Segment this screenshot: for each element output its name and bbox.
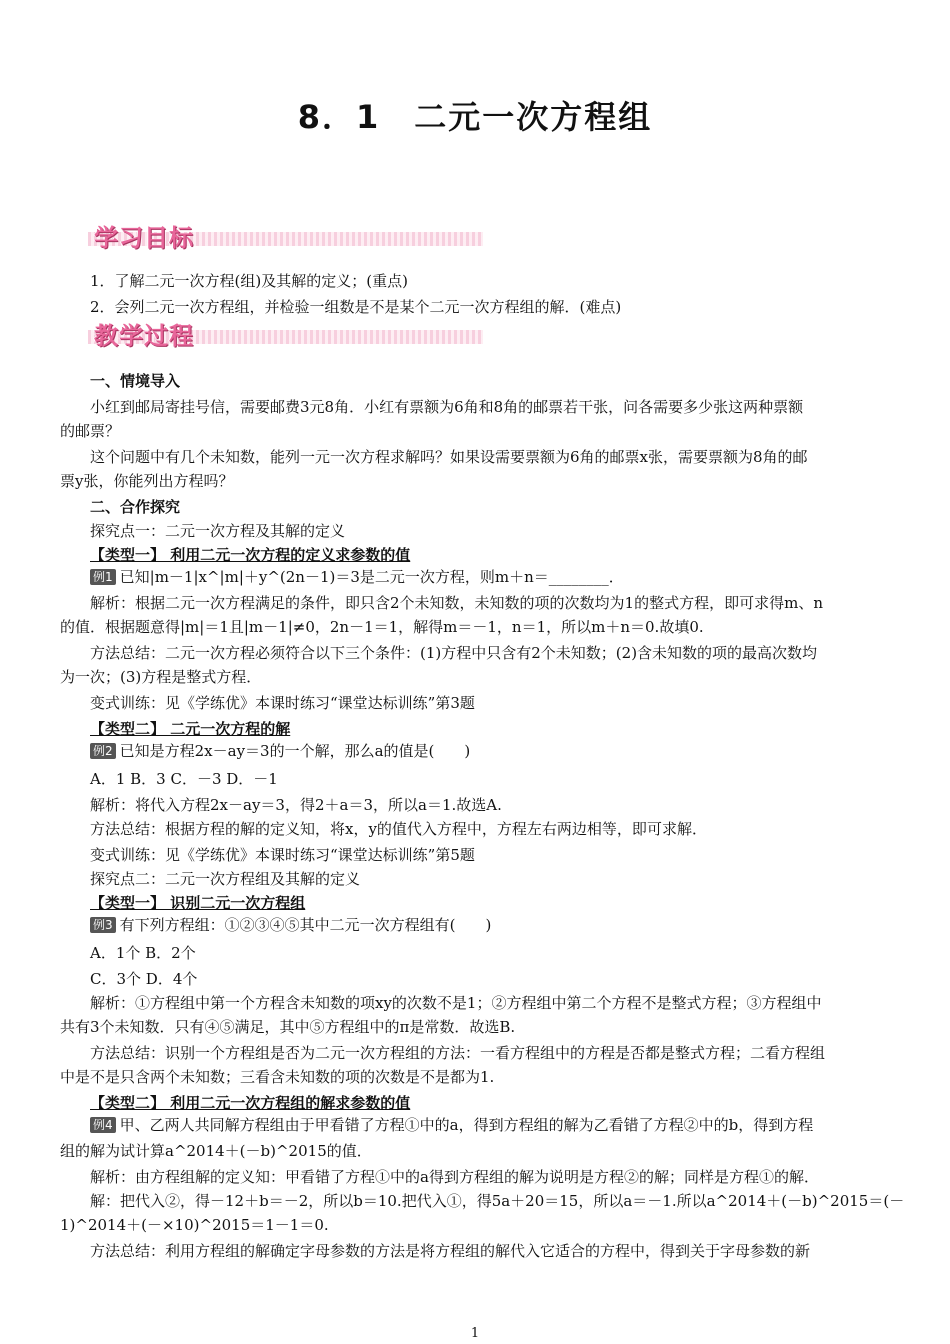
example-line bbox=[60, 1114, 922, 1136]
type-heading: 【类型一】 利用二元一次方程的定义求参数的值 bbox=[90, 546, 411, 564]
example-text: 有下列方程组：①②③④⑤其中二元一次方程组有( ) bbox=[119, 916, 492, 934]
goals-banner bbox=[88, 218, 483, 252]
subsection-heading: 探究点一：二元一次方程及其解的定义 bbox=[90, 522, 346, 540]
example-badge: 例1 bbox=[90, 569, 116, 585]
example-badge: 例4 bbox=[90, 1117, 116, 1133]
options-line: A．1 B．3 C．－3 D．－1 bbox=[90, 770, 278, 788]
solution-line: 1)^2014＋(－×10)^2015＝1－1＝0. bbox=[60, 1216, 329, 1234]
method-summary: 方法总结：利用方程组的解确定字母参数的方法是将方程组的解代入它适合的方程中，得到关于字母参数的新 bbox=[90, 1242, 811, 1260]
method-summary: 为一次；(3)方程是整式方程． bbox=[60, 668, 262, 686]
page-number: 1 bbox=[470, 1326, 480, 1341]
type-heading: 【类型一】 识别二元一次方程组 bbox=[90, 894, 306, 912]
method-summary: 方法总结：识别一个方程组是否为二元一次方程组的方法：一看方程组中的方程是否都是整式方程；二看方程组 bbox=[90, 1044, 826, 1062]
process-banner bbox=[88, 316, 483, 350]
analysis-line: 解析：根据二元一次方程满足的条件，即只含2个未知数，未知数的项的次数均为1的整式方程，即可求得m、n bbox=[90, 594, 823, 612]
type-heading: 【类型二】 二元一次方程的解 bbox=[90, 720, 291, 738]
type-heading: 【类型二】 利用二元一次方程组的解求参数的值 bbox=[90, 1094, 411, 1112]
goal-item: 1．了解二元一次方程(组)及其解的定义；(重点) bbox=[90, 272, 408, 290]
goal-item: 2．会列二元一次方程组，并检验一组数是不是某个二元一次方程组的解．(难点) bbox=[90, 298, 622, 316]
analysis-line: 解析：①方程组中第一个方程含未知数的项xy的次数不是1；②方程组中第二个方程不是整式方程；③方程组中 bbox=[90, 994, 822, 1012]
example-line bbox=[60, 914, 922, 936]
variant-training: 变式训练：见《学练优》本课时练习“课堂达标训练”第5题 bbox=[90, 846, 475, 864]
goals-banner-label: 学习目标 bbox=[94, 224, 194, 252]
paragraph-line: 的邮票？ bbox=[60, 422, 121, 440]
paragraph-line: 小红到邮局寄挂号信，需要邮费3元8角．小红有票额为6角和8角的邮票若干张，问各需要多少张这两种票额 bbox=[90, 398, 804, 416]
method-summary: 方法总结：二元一次方程必须符合以下三个条件：(1)方程中只含有2个未知数；(2)含未知数的项的最高次数均 bbox=[90, 644, 818, 662]
method-summary: 方法总结：根据方程的解的定义知，将x，y的值代入方程中，方程左右两边相等，即可求解． bbox=[90, 820, 707, 838]
analysis-line: 解析：将代入方程2x－ay＝3，得2＋a＝3，所以a＝1.故选A. bbox=[90, 796, 502, 814]
example-line bbox=[60, 740, 922, 762]
example-line: 组的解为试计算a^2014＋(－b)^2015的值． bbox=[60, 1142, 372, 1160]
section-heading: 一、情境导入 bbox=[90, 372, 181, 390]
analysis-line: 解析：由方程组解的定义知：甲看错了方程①中的a得到方程组的解为说明是方程②的解；同样是方程①的解． bbox=[90, 1168, 819, 1186]
analysis-line: 共有3个未知数．只有④⑤满足，其中⑤方程组中的π是常数．故选B. bbox=[60, 1018, 516, 1036]
example-line bbox=[60, 566, 922, 588]
analysis-line: 的值．根据题意得|m|＝1且|m－1|≠0，2n－1＝1，解得m＝－1，n＝1，所以m＋n＝0.故填0. bbox=[60, 618, 704, 636]
solution-line: 解：把代入②，得－12＋b＝－2，所以b＝10.把代入①，得5a＋20＝15，所以a＝－1.所以a^2014＋(－b)^2015＝(－ bbox=[90, 1192, 905, 1210]
subsection-heading: 探究点二：二元一次方程组及其解的定义 bbox=[90, 870, 361, 888]
example-badge: 例2 bbox=[90, 743, 116, 759]
process-banner-label: 教学过程 bbox=[94, 322, 194, 350]
section-heading: 二、合作探究 bbox=[90, 498, 181, 516]
example-text: 已知是方程2x－ay＝3的一个解，那么a的值是( ) bbox=[119, 742, 471, 760]
example-text: 甲、乙两人共同解方程组由于甲看错了方程①中的a，得到方程组的解为乙看错了方程②中的b，得到方程 bbox=[119, 1116, 814, 1134]
page-title: 8．1 二元一次方程组 bbox=[297, 98, 653, 136]
paragraph-line: 这个问题中有几个未知数，能列一元一次方程求解吗？如果设需要票额为6角的邮票x张，需要票额为8角的邮 bbox=[90, 448, 808, 466]
variant-training: 变式训练：见《学练优》本课时练习“课堂达标训练”第3题 bbox=[90, 694, 475, 712]
example-badge: 例3 bbox=[90, 917, 116, 933]
options-line: C．3个 D．4个 bbox=[90, 970, 198, 988]
example-text: 已知|m－1|x^|m|＋y^(2n－1)＝3是二元一次方程，则m＋n＝________． bbox=[119, 568, 624, 586]
method-summary: 中是不是只含两个未知数；三看含未知数的项的次数是不是都为1. bbox=[60, 1068, 495, 1086]
paragraph-line: 票y张，你能列出方程吗？ bbox=[60, 472, 234, 490]
options-line: A．1个 B．2个 bbox=[90, 944, 196, 962]
